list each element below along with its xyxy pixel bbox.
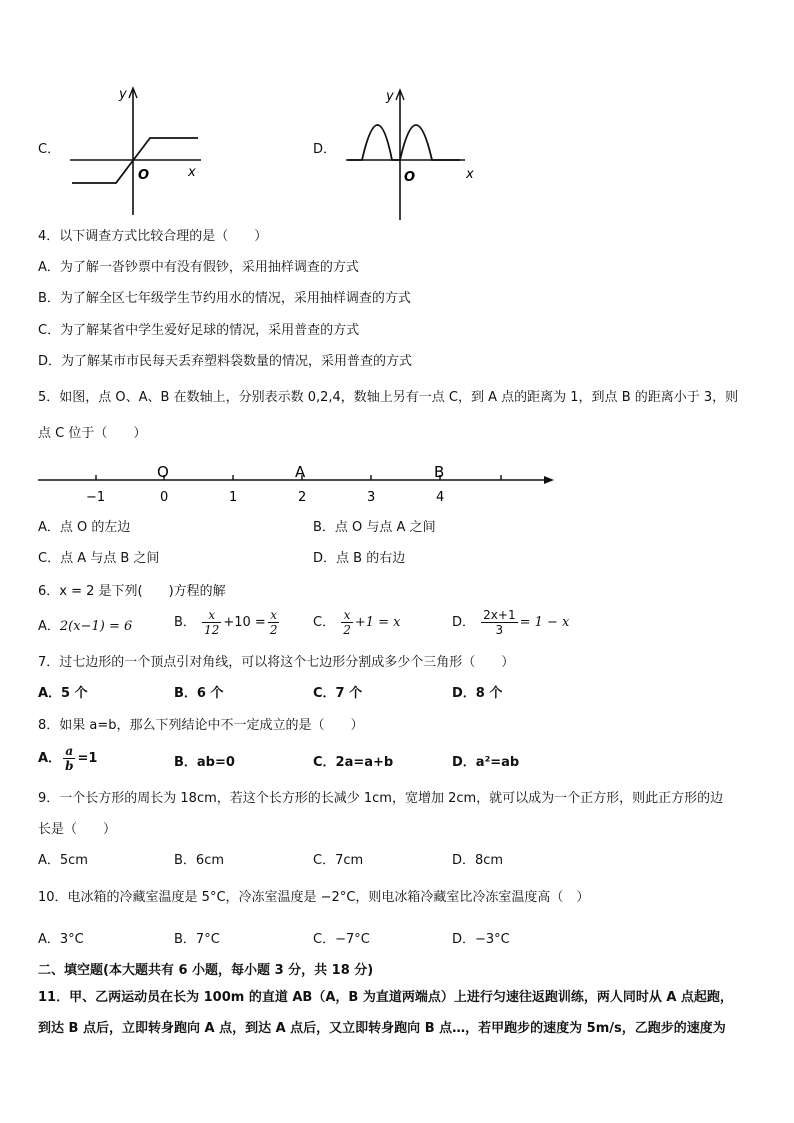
q8-option-c: C．2a=a+b — [313, 755, 394, 770]
tick-label-minus1: −1 — [86, 490, 106, 505]
graph-d-x-label: x — [466, 167, 474, 182]
number-line — [36, 458, 556, 506]
q7-stem: 7．过七边形的一个顶点引对角线，可以将这个七边形分割成多少个三角形（ ） — [38, 655, 515, 670]
q6-option-c-label: C． — [313, 615, 336, 630]
graph-d-y-label: y — [386, 89, 394, 104]
point-a-label: A — [295, 463, 306, 481]
q6-b-mid: +10 = — [223, 615, 266, 630]
q8-stem: 8．如果 a=b，那么下列结论中不一定成立的是（ ） — [38, 718, 364, 733]
q11-line2: 到达 B 点后，立即转身跑向 A 点，到达 A 点后，又立即转身跑向 B 点…，若甲跑步的速度为 5m/s，乙跑步的速度为 — [38, 1021, 726, 1036]
section2-heading: 二、填空题(本大题共有 6 小题，每小题 3 分，共 18 分) — [38, 963, 374, 978]
q10-option-d: D．−3°C — [452, 932, 510, 947]
graph-d-curve — [348, 125, 460, 160]
q8-option-a-label: A． — [38, 751, 62, 766]
graph-d-origin: O — [404, 170, 416, 185]
q6-option-d-label: D． — [452, 615, 476, 630]
q6-d-mid: = 1 − x — [519, 615, 570, 630]
q5-stem-line2: 点 C 位于（ ） — [38, 426, 147, 441]
q10-option-c: C．−7°C — [313, 932, 370, 947]
point-o-label: O — [157, 463, 169, 481]
q8-a-tail: =1 — [77, 751, 98, 766]
q4-stem: 4．以下调查方式比较合理的是（ ） — [38, 229, 268, 244]
q6-stem: 6．x = 2 是下列( )方程的解 — [38, 584, 226, 599]
graph-c-origin: O — [138, 168, 150, 183]
graph-d — [340, 80, 485, 222]
q11-line1: 11．甲、乙两运动员在长为 100m 的直道 AB（A，B 为直道两端点）上进行匀速往返跑训练，两人同时从 A 点起跑， — [38, 990, 733, 1005]
q9-option-d: D．8cm — [452, 853, 504, 868]
graph-c-y-label: y — [119, 87, 127, 102]
q4-option-b: B．为了解全区七年级学生节约用水的情况，采用抽样调查的方式 — [38, 291, 411, 306]
q4-option-d: D．为了解某市市民每天丢弃塑料袋数量的情况，采用普查的方式 — [38, 354, 413, 369]
q6-c-den: 2 — [343, 623, 351, 637]
q10-option-b: B．7°C — [174, 932, 220, 947]
q7-option-b: B．6 个 — [174, 686, 224, 701]
tick-label-4: 4 — [436, 490, 445, 505]
q6-c-num: x — [341, 608, 353, 623]
q10-stem: 10．电冰箱的冷藏室温度是 5°C，冷冻室温度是 −2°C，则电冰箱冷藏室比冷冻室温度高（ ） — [38, 890, 590, 905]
tick-label-1: 1 — [229, 490, 238, 505]
q6-option-a-expr: 2(x−1) = 6 — [59, 619, 133, 634]
q7-option-a: A．5 个 — [38, 686, 88, 701]
q7-option-c: C．7 个 — [313, 686, 363, 701]
option-d-label: D． — [313, 142, 337, 157]
q9-stem-line2: 长是（ ） — [38, 822, 117, 837]
number-line-arrow — [544, 476, 554, 484]
q8-option-b: B．ab=0 — [174, 755, 235, 770]
q10-option-a: A．3°C — [38, 932, 84, 947]
q5-option-c: C．点 A 与点 B 之间 — [38, 551, 160, 566]
q6-d-den: 3 — [495, 623, 504, 637]
q6-option-b-label: B． — [174, 615, 196, 630]
q6-option-a — [38, 619, 132, 635]
q8-option-a — [38, 744, 97, 773]
q6-b-den2: 2 — [269, 623, 278, 637]
option-c-label: C． — [38, 142, 61, 157]
q9-stem-line1: 9．一个长方形的周长为 18cm，若这个长方形的长减少 1cm，宽增加 2cm，就可以成为一个正方形，则此正方形的边 — [38, 791, 724, 806]
q8-option-d: D．a²=ab — [452, 755, 520, 770]
graph-c — [66, 80, 211, 220]
tick-label-3: 3 — [367, 490, 376, 505]
q6-option-c — [313, 608, 401, 637]
q7-option-d: D．8 个 — [452, 686, 503, 701]
q5-stem-line1: 5．如图，点 O、A、B 在数轴上，分别表示数 0,2,4，数轴上另有一点 C，到 A 点的距离为 1，到点 B 的距离小于 3，则 — [38, 390, 739, 405]
q4-option-c: C．为了解某省中学生爱好足球的情况，采用普查的方式 — [38, 323, 360, 338]
q9-option-b: B．6cm — [174, 853, 225, 868]
q6-b-num2: x — [268, 608, 280, 623]
q5-option-d: D．点 B 的右边 — [313, 551, 406, 566]
q9-option-c: C．7cm — [313, 853, 364, 868]
point-b-label: B — [434, 463, 445, 481]
q4-option-a: A．为了解一沓钞票中有没有假钞，采用抽样调查的方式 — [38, 260, 359, 275]
q6-c-mid: +1 = x — [354, 615, 401, 630]
q6-option-b — [174, 608, 281, 637]
q9-option-a: A．5cm — [38, 853, 88, 868]
q6-option-d — [452, 608, 569, 637]
tick-label-2: 2 — [298, 490, 307, 505]
q6-b-den1: 12 — [204, 623, 220, 637]
q6-b-num1: x — [202, 608, 221, 623]
q8-a-num: a — [63, 744, 75, 759]
graph-c-x-label: x — [188, 165, 196, 180]
tick-label-0: 0 — [160, 490, 169, 505]
q5-option-a: A．点 O 的左边 — [38, 520, 131, 535]
q6-option-a-label: A． — [38, 619, 60, 634]
q5-option-b: B．点 O 与点 A 之间 — [313, 520, 436, 535]
q6-d-num: 2x+1 — [483, 608, 516, 622]
q8-a-den: b — [65, 759, 74, 773]
